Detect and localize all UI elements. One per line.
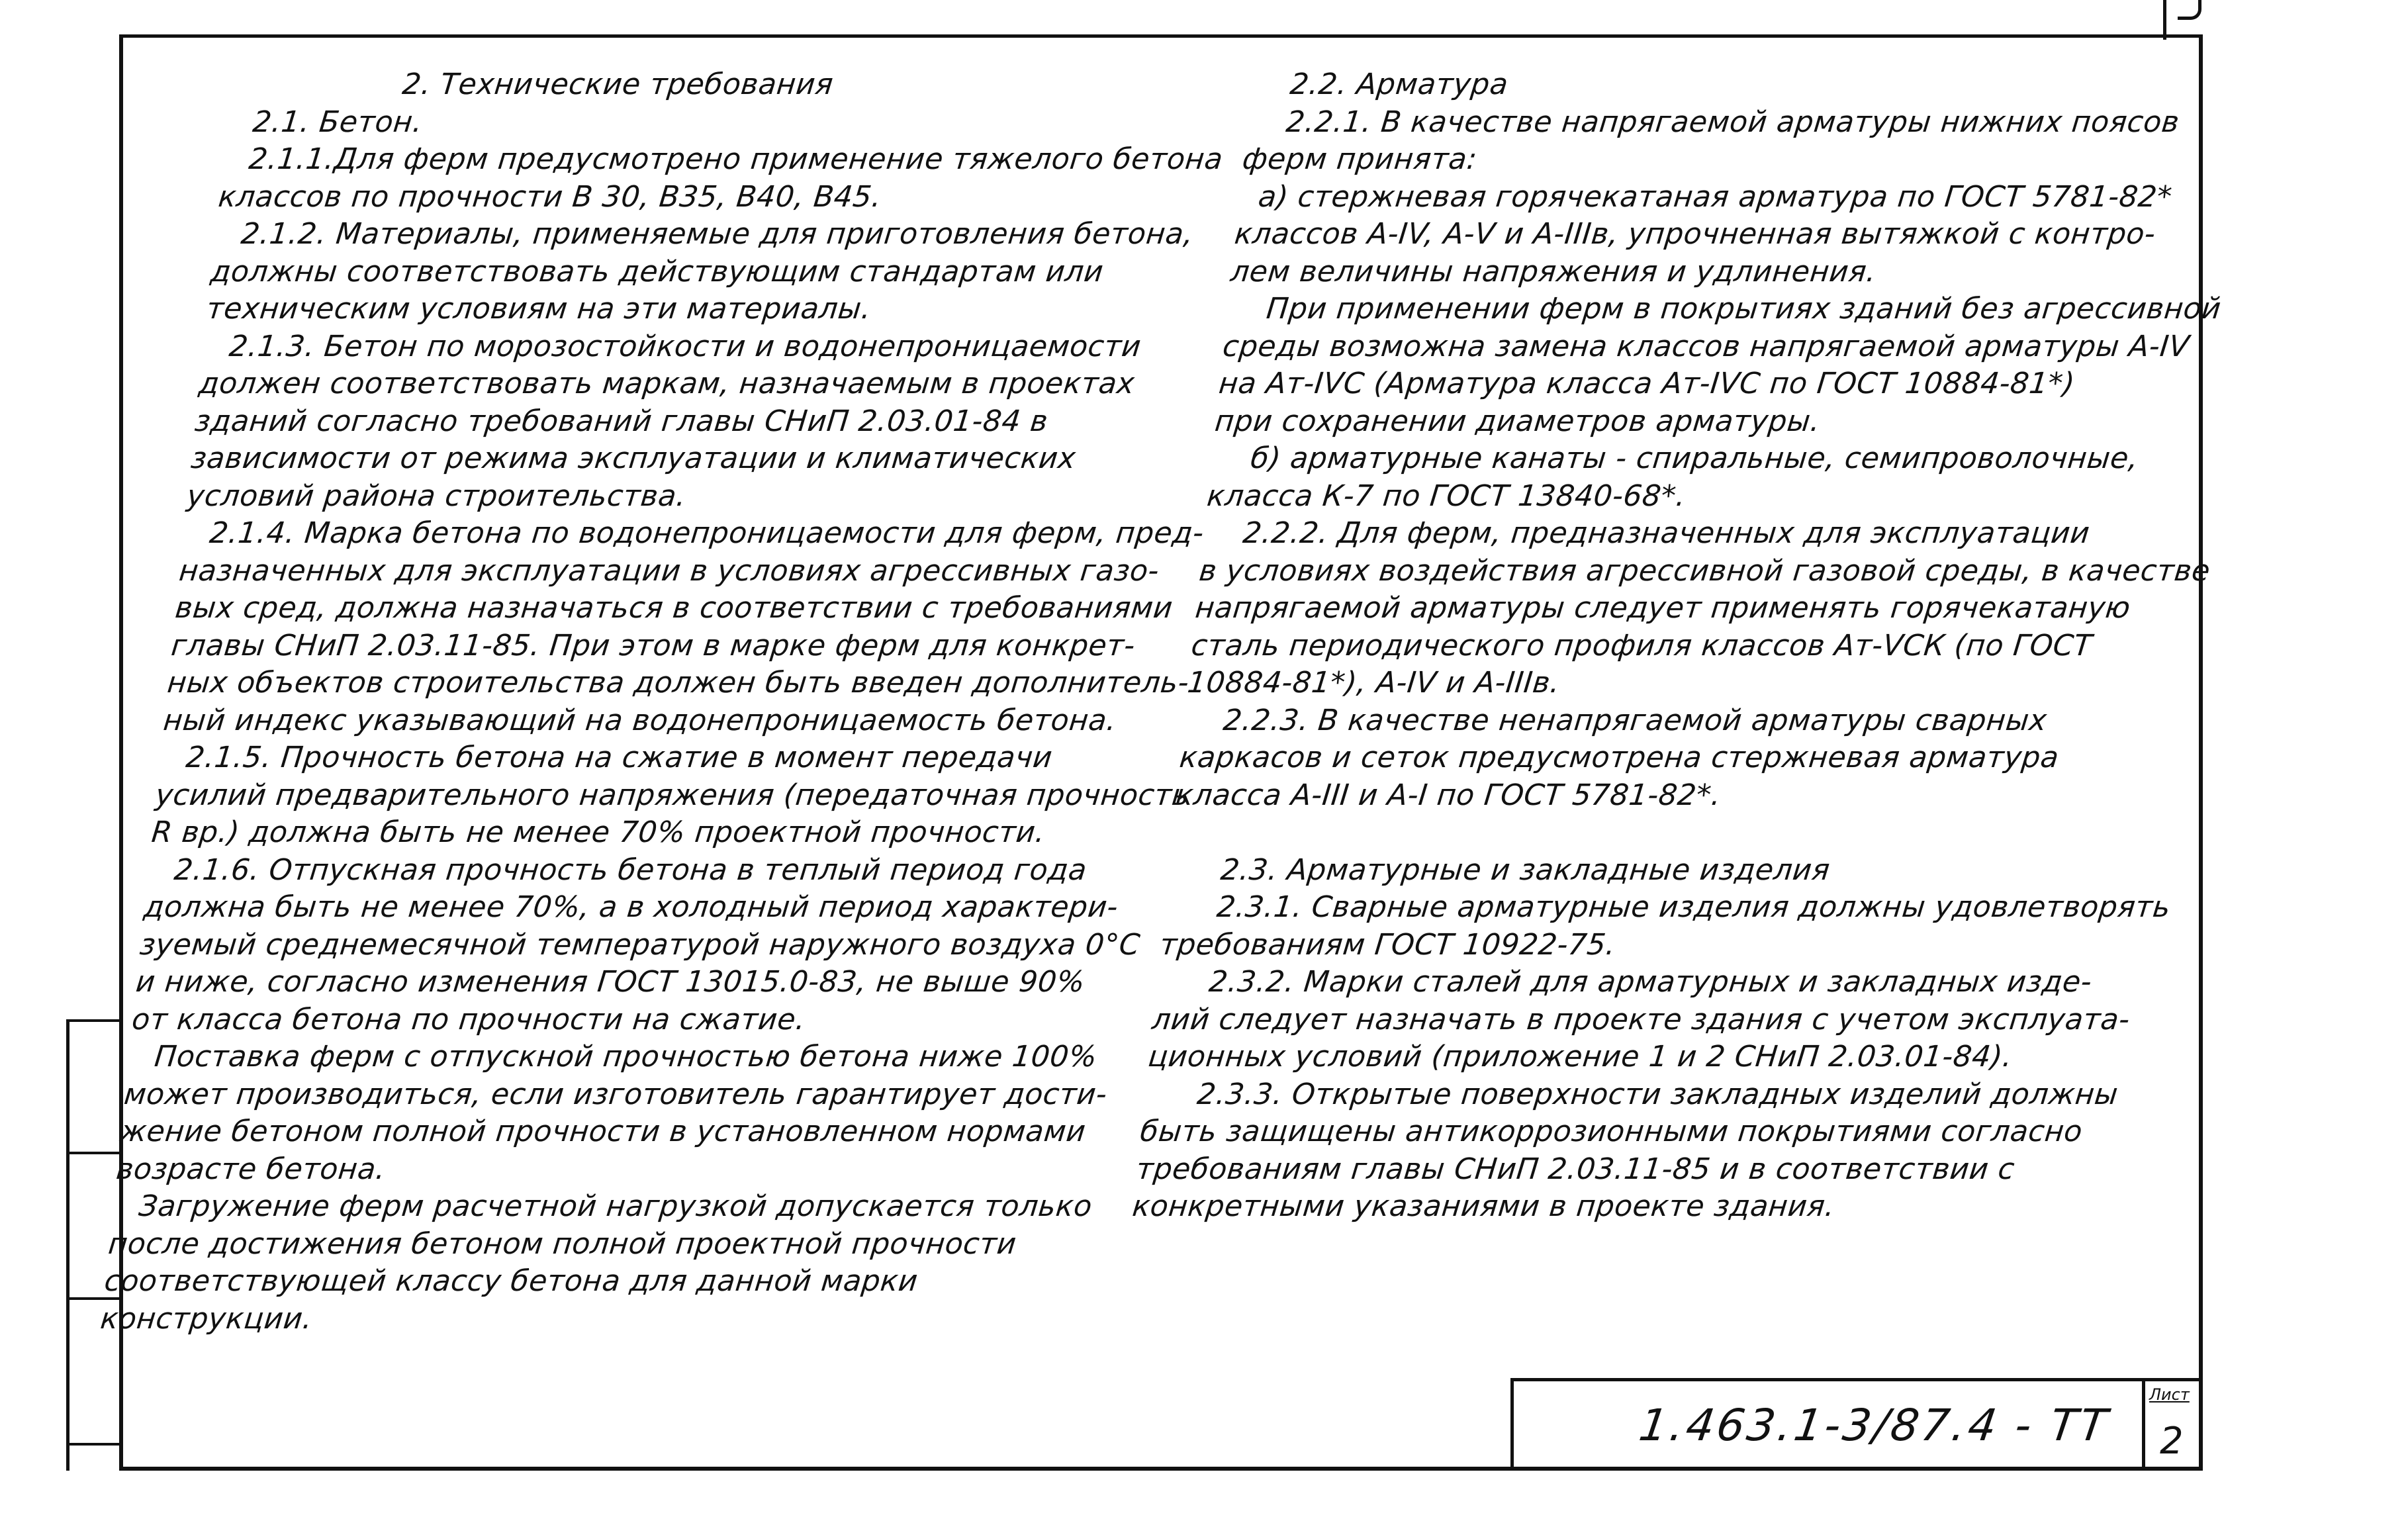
text-line: 2.3.3. Открытые поверхности закладных изделий должны [1195,1077,2120,1111]
text-line: зуемый среднемесячной температурой наружного воздуха 0°С [138,927,1142,962]
title-block [1510,1378,2203,1471]
strip-divider [69,1443,122,1446]
text-line: а) стержневая горячекатаная арматура по ГОСТ 5781-82* [1256,179,2174,214]
text-line: соответствующей классу бетона для данной марки [103,1264,920,1298]
text-line: 2.1.5. Прочность бетона на сжатие в момент передачи [184,741,1054,774]
text-line: 2.2.1. В качестве напрягаемой арматуры нижних поясов [1284,105,2182,139]
text-line: зависимости от режима эксплуатации и климатических [189,441,1078,475]
text-line: может производиться, если изготовитель гарантирует дости- [122,1077,1109,1111]
document-code: 1.463.1-3/87.4 - ТТ [1636,1400,2113,1451]
text-line: 2.2. Арматура [1288,68,1510,101]
text-line: зданий согласно требований главы СНиП 2.03.01-84 в [193,404,1050,438]
text-line: лем величины напряжения и удлинения. [1228,254,1878,289]
text-line: и ниже, согласно изменения ГОСТ 13015.0-83, не выше 90% [134,965,1087,999]
text-line: должна быть не менее 70%, а в холодный период характери- [142,890,1120,924]
text-line: назначенных для эксплуатации в условиях агрессивных газо- [177,553,1161,588]
text-line: требованиям ГОСТ 10922-75. [1158,927,1618,962]
text-line: 2. Технические требования [400,68,835,101]
text-line: классов по прочности В 30, В35, В40, В45. [216,179,884,214]
text-line: 2.3.2. Марки сталей для арматурных и закладных изде- [1207,965,2094,999]
text-line: быть защищены антикоррозионными покрытиями согласно [1138,1115,2084,1148]
right-text-column [1131,66,2245,1226]
strip-divider [69,1152,122,1154]
sheet-number: 2 [2160,1420,2184,1463]
sheet-number-box [2142,1381,2203,1471]
text-line: при сохранении диаметров арматуры. [1213,404,1822,438]
text-line: условий района строительства. [185,479,688,513]
text-line: При применении ферм в покрытиях зданий без агрессивной [1264,292,2223,326]
text-line: 2.1.1.Для ферм предусмотрено применение тяжелого бетона [247,142,1225,176]
left-text-column [99,66,1225,1338]
text-line: 2.3.1. Сварные арматурные изделия должны удовлетворять [1215,890,2172,924]
text-line: сталь периодического профиля классов Ат-VСК (по ГОСТ [1189,628,2094,663]
text-line: после достижения бетоном полной проектной прочности [107,1226,1019,1261]
text-line: должен соответствовать маркам, назначаемым в проектах [197,367,1136,400]
text-line: усилий предварительного напряжения (передаточная прочность [154,778,1191,812]
text-line: ных объектов строительства должен быть введен дополнитель- [165,666,1191,700]
text-line: Поставка ферм с отпускной прочностью бетона ниже 100% [152,1040,1099,1074]
text-line: лий следует назначать в проекте здания с учетом эксплуата- [1150,1002,2132,1036]
text-line: б) арматурные канаты - спиральные, семипроволочные, [1249,441,2141,475]
text-line: Загружение ферм расчетной нагрузкой допускается только [137,1189,1094,1223]
text-line: вых сред, должна назначаться в соответствии с требованиями [173,591,1175,625]
text-line: среды возможна замена классов напрягаемой арматуры А-IV [1221,329,2192,363]
text-line: ферм принята: [1240,142,1479,176]
text-line: требованиям главы СНиП 2.03.11-85 и в соответствии с [1135,1152,2017,1186]
text-line: техническим условиям на эти материалы. [205,292,873,326]
text-line: 2.1.6. Отпускная прочность бетона в теплый период года [172,852,1089,887]
text-line: 2.3. Арматурные и закладные изделия [1219,852,1832,887]
text-line: 2.1.2. Материалы, применяемые для приготовления бетона, [239,217,1195,251]
text-line: на Ат-IVС (Арматура класса Ат-IVС по ГОСТ 10884-81*) [1217,367,2077,400]
text-line [1170,814,2166,852]
text-line: ный индекс указывающий на водонепроницаемость бетона. [162,703,1119,737]
strip-divider [69,1019,122,1022]
text-line: 2.1.3. Бетон по морозостойкости и водонепроницаемости [227,329,1143,363]
text-line: 2.2.2. Для ферм, предназначенных для эксплуатации [1241,516,2092,550]
text-line: ционных условий (приложение 1 и 2 СНиП 2.03.01-84). [1146,1040,2014,1074]
text-line: 10884-81*), А-IV и А-IIIв. [1185,666,1562,700]
frame-tick [2163,0,2166,40]
text-line: должны соответствовать действующим стандартам или [208,254,1105,289]
text-line: классов А-IV, А-V и А-IIIв, упрочненная вытяжкой с контро- [1232,217,2158,251]
text-line: возрасте бетона. [115,1152,388,1186]
text-line: главы СНиП 2.03.11-85. При этом в марке ферм для конкрет- [169,628,1137,663]
text-line: 2.1.4. Марка бетона по водонепроницаемости для ферм, пред- [208,516,1206,550]
text-line: напрягаемой арматуры следует применять горячекатаную [1193,591,2133,625]
text-line: от класса бетона по прочности на сжатие. [130,1002,808,1036]
text-line: R вр.) должна быть не менее 70% проектной прочности. [150,815,1047,849]
text-line: класса А-III и А-I по ГОСТ 5781-82*. [1174,778,1723,812]
text-line: конкретными указаниями в проекте здания. [1131,1189,1837,1223]
text-line: жение бетоном полной прочности в установленном нормами [118,1115,1088,1148]
frame-corner-mark [2178,0,2201,20]
text-line: класса К-7 по ГОСТ 13840-68*. [1205,479,1688,513]
text-line: 2.1. Бетон. [251,105,424,139]
sheet-label: Лист [2149,1385,2190,1404]
text-line: каркасов и сеток предусмотрена стержневая арматура [1178,741,2061,774]
text-line: 2.2.3. В качестве ненапрягаемой арматуры сварных [1221,703,2049,737]
text-line: конструкции. [99,1301,314,1336]
text-line: в условиях воздействия агрессивной газовой среды, в качестве [1197,553,2212,588]
